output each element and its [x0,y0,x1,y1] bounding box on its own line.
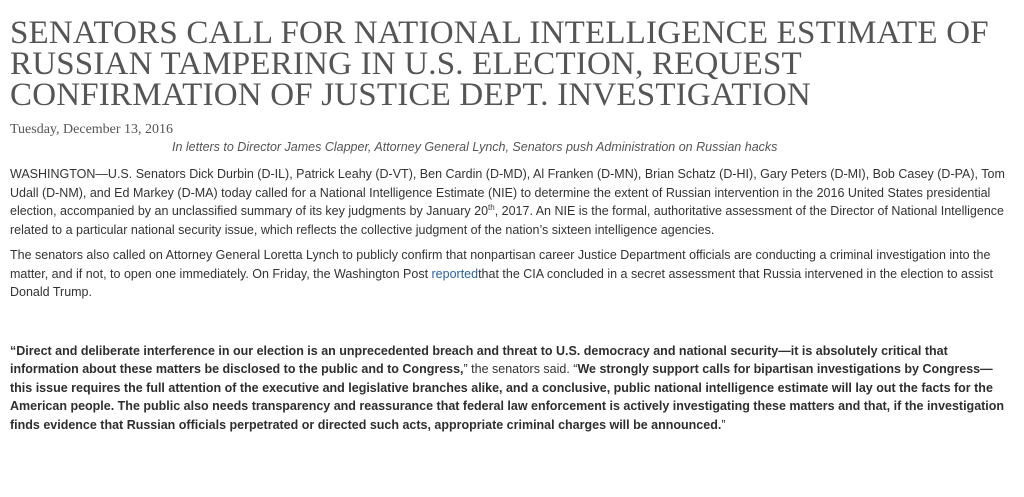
paragraph-1-text-b: , 2017. An NIE is the formal, authoritative assessment of the Director of National Intelligence related to a particular national security issue, which reflects the collective judgment of the nation’s sixteen intelligence agencies. [10,204,1004,237]
quote-attribution: ” the senators said. “ [463,362,578,376]
quote-close: ” [721,417,726,432]
paragraph-1-text-a: WASHINGTON—U.S. Senators Dick Durbin (D-IL), Patrick Leahy (D-VT), Ben Cardin (D-MD), Al Franken (D-MN), Brian Schatz (D-HI), Gary Peters (D-MI), Bob Casey (D-PA), Tom Udall (D-NM), and Ed Markey (D-MA) today called for a National Intelligence Estimate (NIE) to determine the extent of Russian intervention in the 2016 United States presidential election, accompanied by an unclassified summary of its key judgments by January 20 [10,167,1005,218]
article-date: Tuesday, December 13, 2016 [10,122,174,137]
article-title: SENATORS CALL FOR NATIONAL INTELLIGENCE ESTIMATE OF RUSSIAN TAMPERING IN U.S. ELECTION, REQUEST CONFIRMATION OF JUSTICE DEPT. INVESTIGATION [10,15,989,113]
article-subtitle: In letters to Director James Clapper, Attorney General Lynch, Senators push Administration on Russian hacks [172,140,778,154]
paragraph-1 [10,165,1014,239]
paragraph-2-text-b: that the CIA concluded in a secret assessment that Russia intervened in the election to assist Donald Trump. [10,266,993,299]
paragraph-2-text-a: The senators also called on Attorney General Loretta Lynch to publicly confirm that nonpartisan career Justice Department officials are conducting a criminal investigation into the matter, and if not, to open one immediately. On Friday, the Washington Post [10,248,991,281]
quote-text-a: “Direct and deliberate interference in our election is an unprecedented breach and threat to U.S. democracy and national security—it is absolutely critical that information about these matters be disclosed to the public and to Congress, [10,343,948,376]
senators-quote [10,342,1014,435]
paragraph-2 [10,246,1014,302]
ordinal-suffix: th [488,202,495,212]
quote-text-b: We strongly support calls for bipartisan investigations by Congress—this issue requires the full attention of the executive and legislative branches alike, and a conclusive, public national intelligence estimate will lay out the facts for the American people. The public also needs transparency and reassurance that federal law enforcement is actively investigating these matters and that, if the investigation finds evidence that Russian officials perpetrated or directed such acts, appropriate criminal charges will be announced. [10,362,1005,432]
reported-link[interactable]: reported [431,266,479,281]
